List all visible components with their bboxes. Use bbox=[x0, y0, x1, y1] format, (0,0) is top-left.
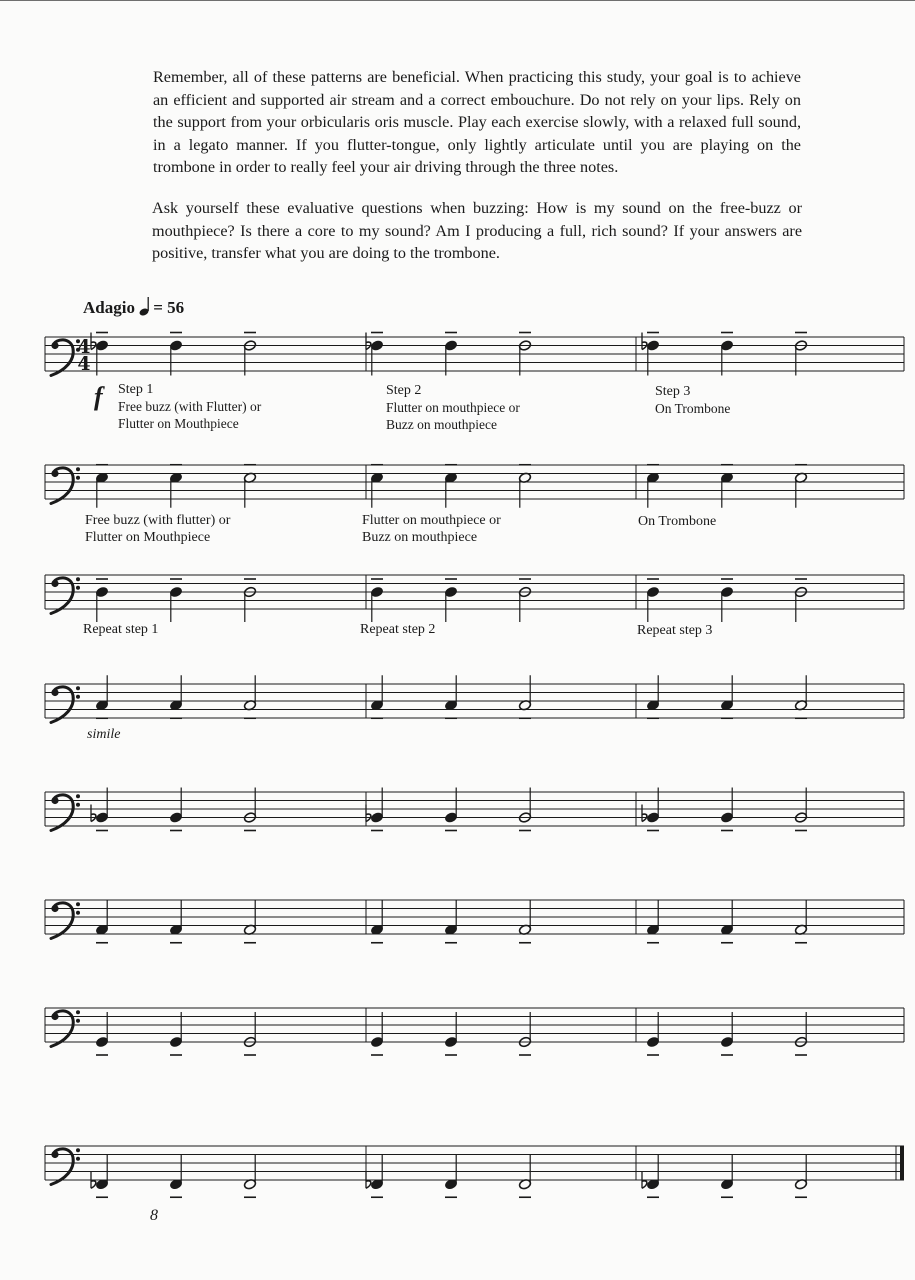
annotation-row2-2 bbox=[362, 512, 501, 546]
bass-clef-dot bbox=[76, 476, 80, 480]
questions-paragraph: Ask yourself these evaluative questions when buzzing: How is my sound on the free-buzz or mouthpiece? Is there a core to my sound? Am I producing a full, rich sound? If your answers are positive, transfer what you are doing to the trombone. bbox=[152, 199, 802, 263]
annotation-row2-3 bbox=[638, 513, 716, 530]
bass-clef-dot bbox=[76, 467, 80, 471]
annotation-line: Buzz on mouthpiece bbox=[386, 417, 497, 432]
bass-clef-dot bbox=[76, 1019, 80, 1023]
bass-clef-dot bbox=[51, 797, 58, 804]
bass-clef-dot bbox=[76, 1157, 80, 1161]
flat-icon-bowl bbox=[366, 1181, 371, 1188]
intro-paragraph: Remember, all of these patterns are beneficial. When practicing this study, your goal is to achieve an efficient and supported air stream and a correct embouchure. Do not rely on your lips. Rely on the support from your orbicularis oris muscle. Play each exercise slowly, with a relaxed full sound, in a legato manner. If you flutter-tongue, only lightly articulate until you are playing on the trombone in order to really feel your air driving through the three notes. bbox=[153, 68, 801, 177]
bass-clef-dot bbox=[76, 911, 80, 915]
final-barline-thick bbox=[900, 1146, 904, 1180]
annotation-line: On Trombone bbox=[638, 514, 717, 529]
annotation-line: Flutter on Mouthpiece bbox=[85, 530, 211, 545]
flat-icon-bowl bbox=[642, 1181, 647, 1188]
time-signature-top: 4 bbox=[77, 336, 91, 358]
annotation-step-1 bbox=[118, 381, 261, 432]
flat-icon-bowl bbox=[91, 1181, 96, 1188]
bass-clef-dot bbox=[51, 1013, 58, 1020]
annotation-line: On Trombone bbox=[655, 401, 731, 416]
bass-clef-dot bbox=[51, 580, 58, 587]
simile-marking: simile bbox=[87, 727, 121, 742]
bass-clef-dot bbox=[76, 577, 80, 581]
annotation-row2-1 bbox=[85, 512, 230, 546]
annotation-step-2 bbox=[386, 382, 520, 433]
dynamic-forte: f bbox=[94, 382, 103, 411]
annotation-repeat-2: Repeat step 2 bbox=[360, 622, 436, 637]
annotation-line: Flutter on mouthpiece or bbox=[362, 513, 501, 528]
annotation-title: Step 1 bbox=[118, 382, 154, 397]
time-signature-bottom: 4 bbox=[77, 353, 91, 375]
annotation-repeat-1: Repeat step 1 bbox=[83, 622, 159, 637]
bass-clef-dot bbox=[76, 794, 80, 798]
bass-clef-dot bbox=[76, 803, 80, 807]
annotation-line: Free buzz (with flutter) or bbox=[85, 513, 231, 528]
bass-clef-dot bbox=[51, 342, 58, 349]
annotation-title: Step 2 bbox=[386, 383, 422, 398]
bass-clef-dot bbox=[51, 1151, 58, 1158]
annotation-title: Step 3 bbox=[655, 384, 691, 399]
annotation-line: Free buzz (with Flutter) or bbox=[118, 399, 262, 414]
bass-clef-dot bbox=[76, 686, 80, 690]
bass-clef-dot bbox=[76, 902, 80, 906]
annotation-line: Flutter on mouthpiece or bbox=[386, 400, 520, 415]
annotation-repeat-3: Repeat step 3 bbox=[637, 623, 713, 638]
annotation-step-3 bbox=[655, 383, 730, 417]
bass-clef-dot bbox=[76, 586, 80, 590]
page-number: 8 bbox=[150, 1207, 158, 1224]
bass-clef-dot bbox=[51, 470, 58, 477]
tempo-value: = 56 bbox=[153, 298, 185, 317]
bass-clef-dot bbox=[51, 905, 58, 912]
bass-clef-dot bbox=[76, 1010, 80, 1014]
bass-clef-dot bbox=[51, 689, 58, 696]
tempo-text: Adagio bbox=[83, 298, 135, 317]
bass-clef-dot bbox=[76, 695, 80, 699]
annotation-line: Buzz on mouthpiece bbox=[362, 530, 478, 545]
bass-clef-dot bbox=[76, 1148, 80, 1152]
annotation-line: Flutter on Mouthpiece bbox=[118, 416, 239, 431]
